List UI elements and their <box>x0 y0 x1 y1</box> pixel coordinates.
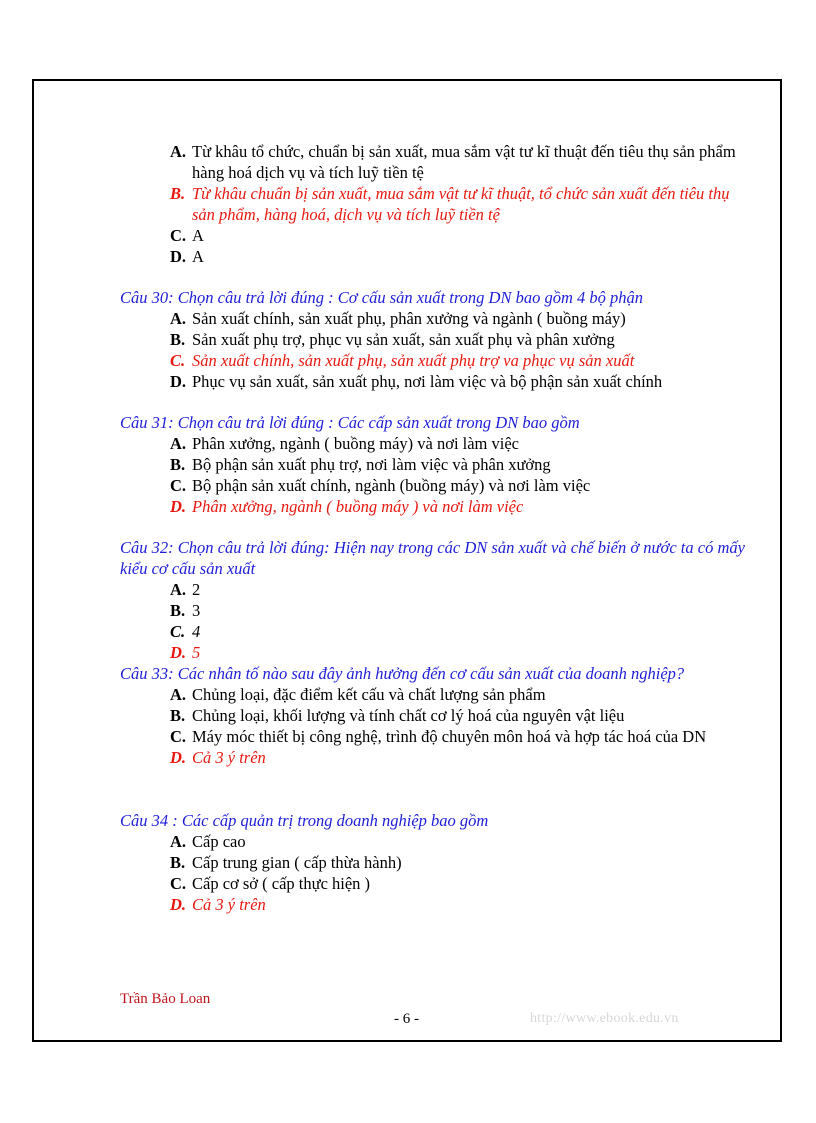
option-text: Máy móc thiết bị công nghệ, trình độ chuyên môn hoá và hợp tác hoá của DN <box>192 727 707 746</box>
option-text: Bộ phận sản xuất phụ trợ, nơi làm việc và phân xưởng <box>192 455 551 474</box>
option-text: Sản xuất chính, sản xuất phụ, sản xuất phụ trợ va phục vụ sản xuất <box>192 351 635 370</box>
option-letter: B. <box>170 184 186 203</box>
answer-option <box>170 873 745 894</box>
answer-option-correct <box>170 496 745 517</box>
answer-option-correct <box>170 350 745 371</box>
option-letter: D. <box>170 247 187 266</box>
answer-option <box>170 433 745 454</box>
option-letter: C. <box>170 622 186 641</box>
answer-option <box>170 225 745 246</box>
footer-author: Trần Bảo Loan <box>120 991 211 1007</box>
option-letter: C. <box>170 351 186 370</box>
option-text: A <box>192 247 204 266</box>
answer-option-correct <box>170 747 745 768</box>
option-letter: B. <box>170 330 186 349</box>
option-letter: D. <box>170 895 187 914</box>
answer-option <box>170 705 745 726</box>
option-text: 2 <box>192 580 201 599</box>
answer-option <box>170 852 745 873</box>
option-letter: C. <box>170 874 187 893</box>
option-text: Cấp cơ sở ( cấp thực hiện ) <box>192 874 371 893</box>
option-letter: D. <box>170 372 187 391</box>
option-text: Từ khâu chuẩn bị sản xuất, mua sắm vật tư kĩ thuật, tổ chức sản xuất đến tiêu thụ sản phẩm, hàng hoá, dịch vụ và tích luỹ tiền tệ <box>192 184 730 224</box>
option-letter: A. <box>170 832 187 851</box>
question-32: Câu 32: Chọn câu trả lời đúng: Hiện nay trong các DN sản xuất và chế biến ở nước ta có mấy kiểu cơ cấu sản xuất <box>120 538 745 578</box>
option-text: Cấp trung gian ( cấp thừa hành) <box>192 853 402 872</box>
option-letter: A. <box>170 580 187 599</box>
answer-list <box>120 141 745 267</box>
option-text: Từ khâu tổ chức, chuẩn bị sản xuất, mua sắm vật tư kĩ thuật đến tiêu thụ sản phẩm hàng hoá dịch vụ và tích luỹ tiền tệ <box>192 142 736 182</box>
option-text: Sản xuất phụ trợ, phục vụ sản xuất, sản xuất phụ và phân xưởng <box>192 330 615 349</box>
answer-option <box>170 475 745 496</box>
option-text: Bộ phận sản xuất chính, ngành (buồng máy) và nơi làm việc <box>192 476 591 495</box>
option-text: 5 <box>192 643 201 662</box>
question-33: Câu 33: Các nhân tố nào sau đây ảnh hưởng đến cơ cấu sản xuất của doanh nghiệp? <box>120 664 685 683</box>
question-34: Câu 34 : Các cấp quản trị trong doanh nghiệp bao gồm <box>120 811 489 830</box>
option-letter: C. <box>170 476 187 495</box>
option-letter: D. <box>170 497 187 516</box>
answer-option-correct <box>170 894 745 915</box>
option-letter: D. <box>170 643 187 662</box>
option-text: Phân xưởng, ngành ( buồng máy ) và nơi làm việc <box>192 497 524 516</box>
answer-option-correct <box>170 183 745 225</box>
option-text: Chủng loại, đặc điểm kết cấu và chất lượng sản phẩm <box>192 685 546 704</box>
option-text: 3 <box>192 601 201 620</box>
option-letter: B. <box>170 853 186 872</box>
option-letter: B. <box>170 706 186 725</box>
answer-option <box>170 308 745 329</box>
option-letter: B. <box>170 601 186 620</box>
answer-list <box>120 308 745 392</box>
answer-option <box>170 831 745 852</box>
option-letter: B. <box>170 455 186 474</box>
option-letter: A. <box>170 142 187 161</box>
answer-option <box>170 621 745 642</box>
question-30: Câu 30: Chọn câu trả lời đúng : Cơ cấu sản xuất trong DN bao gồm 4 bộ phận <box>120 288 643 307</box>
option-text: A <box>192 226 204 245</box>
answer-option <box>170 329 745 350</box>
answer-option <box>170 579 745 600</box>
answer-option <box>170 246 745 267</box>
answer-list <box>120 831 745 915</box>
option-letter: A. <box>170 309 187 328</box>
option-text: Cả 3 ý trên <box>192 748 266 767</box>
option-letter: C. <box>170 226 187 245</box>
option-letter: C. <box>170 727 187 746</box>
option-text: Cấp cao <box>192 832 246 851</box>
answer-list <box>120 684 745 768</box>
answer-option <box>170 726 745 747</box>
option-letter: A. <box>170 685 187 704</box>
footer-watermark: http://www.ebook.edu.vn <box>530 1011 679 1026</box>
answer-option <box>170 684 745 705</box>
answer-option <box>170 600 745 621</box>
page-number: - 6 - <box>394 1011 419 1027</box>
answer-list <box>120 433 745 517</box>
answer-option <box>170 454 745 475</box>
question-31: Câu 31: Chọn câu trả lời đúng : Các cấp sản xuất trong DN bao gồm <box>120 413 580 432</box>
answer-list <box>120 579 745 663</box>
option-text: Cả 3 ý trên <box>192 895 266 914</box>
option-text: Phục vụ sản xuất, sản xuất phụ, nơi làm việc và bộ phận sản xuất chính <box>192 372 663 391</box>
option-text: Sản xuất chính, sản xuất phụ, phân xưởng và ngành ( buồng máy) <box>192 309 626 328</box>
option-letter: A. <box>170 434 187 453</box>
option-text: Chủng loại, khối lượng và tính chất cơ lý hoá của nguyên vật liệu <box>192 706 625 725</box>
option-text: 4 <box>192 622 201 641</box>
answer-option <box>170 141 745 183</box>
answer-option <box>170 371 745 392</box>
answer-option-correct <box>170 642 745 663</box>
option-letter: D. <box>170 748 187 767</box>
document-body <box>120 141 745 915</box>
option-text: Phân xưởng, ngành ( buồng máy) và nơi làm việc <box>192 434 519 453</box>
